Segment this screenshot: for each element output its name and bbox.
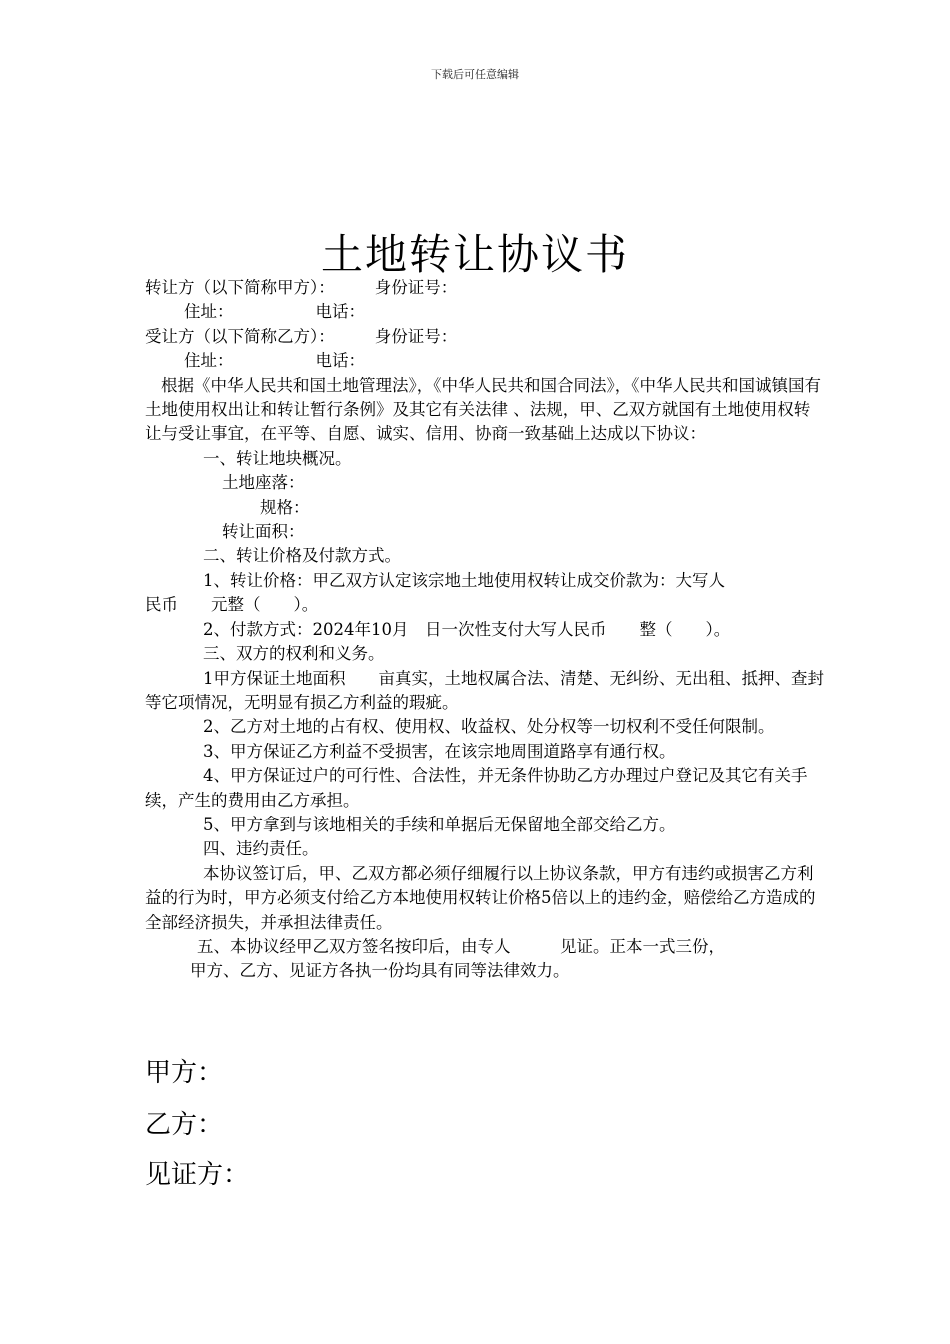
section3-item4: 4、甲方保证过户的可行性、合法性，并无条件协助乙方办理过户登记及其它有关手续，产生的费用由乙方承担。 <box>145 766 808 810</box>
party-b-signature-label: 乙方： <box>145 1110 224 1140</box>
transferor-label: 转让方（以下简称甲方）： <box>145 278 335 297</box>
witness-signature-label: 见证方： <box>145 1160 250 1190</box>
land-area-label: 转让面积： <box>222 522 305 542</box>
party-a-signature-label: 甲方： <box>145 1058 224 1088</box>
section3-item2: 2、乙方对土地的占有权、使用权、收益权、处分权等一切权利不受任何限制。 <box>203 717 775 737</box>
section3-item1: 1甲方保证土地面积 亩真实，土地权属合法、清楚、无纠纷、无出租、抵押、查封等它项情况，无明显有损乙方利益的瑕疵。 <box>145 668 824 712</box>
land-location-label: 土地座落： <box>222 473 305 493</box>
transferor-line <box>145 276 825 300</box>
preamble-paragraph: 根据《中华人民共和国土地管理法》，《中华人民共和国合同法》，《中华人民共和国诚镇国有土地使用权出让和转让暂行条例》及其它有关法律 、法规，甲、乙双方就国有土地使用权转让与受让事宜，在平等、自愿、诚实、信用、协商一致基础上达成以下协议： <box>145 375 821 444</box>
section4-heading: 四、违约责任。 <box>203 839 319 859</box>
section3-item5: 5、甲方拿到与该地相关的手续和单据后无保留地全部交给乙方。 <box>203 814 676 834</box>
transferor-id-label: 身份证号： <box>374 278 458 297</box>
land-spec-label: 规格： <box>260 497 310 517</box>
header-note: 下载后可任意编辑 <box>431 68 519 81</box>
transferor-phone-label: 电话： <box>315 302 365 322</box>
transferor-address-line <box>145 300 825 324</box>
document-title: 土地转让协议书 <box>320 230 629 279</box>
section3-heading: 三、双方的权利和义务。 <box>203 644 385 664</box>
section1-heading: 一、转让地块概况。 <box>203 448 352 468</box>
agreement-body <box>145 276 825 984</box>
transferee-phone-label: 电话： <box>315 351 365 371</box>
transferee-label: 受让方（以下简称乙方）： <box>145 326 335 346</box>
transferee-address-line <box>145 349 825 373</box>
transferee-id-label: 身份证号： <box>374 326 458 346</box>
transferee-address-label: 住址： <box>184 351 234 371</box>
payment-line: 2、付款方式：2024年10月 日一次性支付大写人民币 整（ ）。 <box>203 619 731 639</box>
section3-item3: 3、甲方保证乙方利益不受损害，在该宗地周围道路享有通行权。 <box>203 741 676 761</box>
price-line-a: 1、转让价格：甲乙双方认定该宗地土地使用权转让成交价款为：大写人 <box>203 570 725 590</box>
section2-heading: 二、转让价格及付款方式。 <box>203 546 401 566</box>
price-line-b: 民币 元整（ ）。 <box>145 595 319 615</box>
section5-line2: 甲方、乙方、见证方各执一份均具有同等法律效力。 <box>190 961 570 981</box>
transferee-line <box>145 325 825 349</box>
section5-line1: 五、本协议经甲乙双方签名按印后，由专人 见证。正本一式三份， <box>197 936 725 956</box>
transferor-address-label: 住址： <box>184 302 234 322</box>
section4-text: 本协议签订后，甲、乙双方都必须仔细履行以上协议条款，甲方有违约或损害乙方利益的行为时，甲方必须支付给乙方本地使用权转让价格5倍以上的违约金，赔偿给乙方造成的全部经济损失，并承担法律责任。 <box>145 863 816 932</box>
